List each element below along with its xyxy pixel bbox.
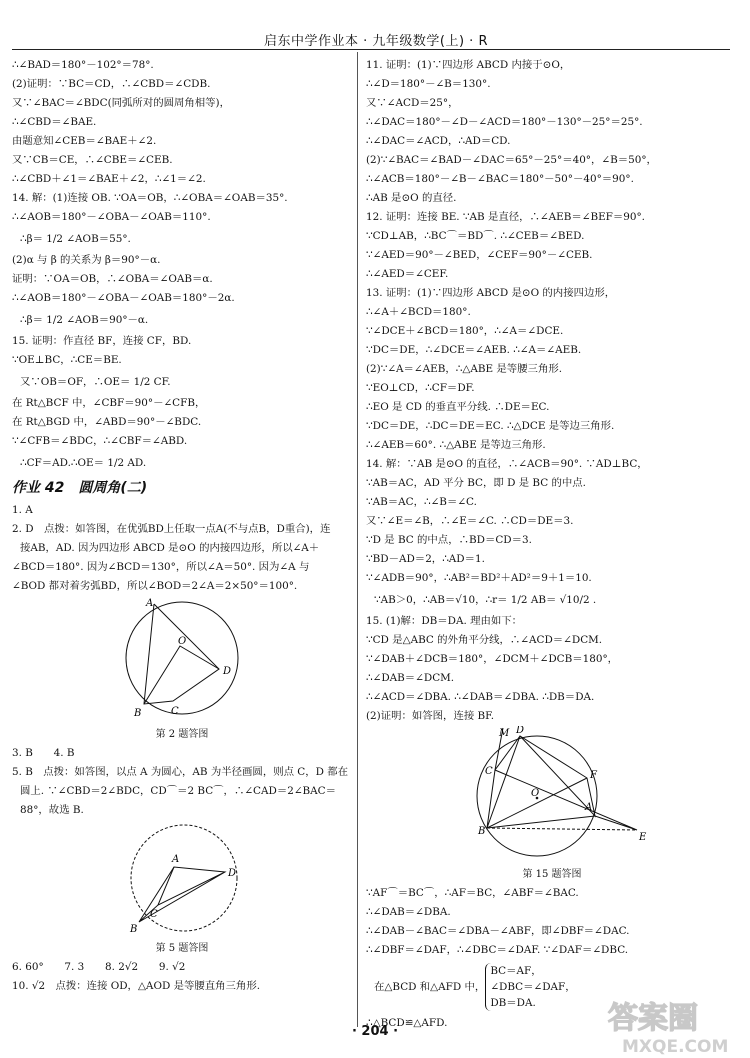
- figure-15: [366, 726, 738, 884]
- answer-line: ∵AB＝AC，AD 平分 BC，即 D 是 BC 的中点.: [366, 477, 586, 489]
- answer-line: 15. 证明：作直径 BF，连接 CF，BD.: [12, 335, 192, 347]
- system-eq-3: DB＝DA.: [490, 997, 536, 1009]
- answer-line: ∴∠AED＝∠CEF.: [366, 268, 449, 280]
- answer-line: ∴β＝ 1/2 ∠AOB＝90°－α.: [20, 314, 149, 326]
- answer-line: 15. (1)解：DB＝DA. 理由如下：: [366, 615, 523, 627]
- answer-line: ∵DC＝DE，∴DC＝DE＝EC. ∴△DCE 是等边三角形.: [366, 420, 615, 432]
- left-mid-lines: [12, 251, 352, 308]
- left-after-section: [12, 501, 352, 596]
- answer-line: ∵∠ADB＝90°，∴AB²＝BD²＋AD²＝9＋1＝10.: [366, 572, 592, 584]
- fig15-label-a: A: [585, 802, 593, 813]
- figure-2: [12, 596, 352, 744]
- fig15-label-d: D: [516, 726, 525, 736]
- answer-line: ∴∠DAC＝180°－∠D－∠ACD＝180°－130°－25°＝25°.: [366, 116, 643, 128]
- answer-line: (2)证明：∵BC＝CD，∴∠CBD＝∠CDB.: [12, 78, 211, 90]
- answer-line: 11. 证明：(1)∵四边形 ABCD 内接于⊙O，: [366, 59, 571, 71]
- answer-line: 圆上. ∵∠CBD＝2∠BDC，CD⌒＝2 BC⌒，∴∠CAD＝2∠BAC＝: [20, 785, 337, 797]
- page-header: 启东中学作业本 · 九年级数学(上) · R: [264, 34, 488, 49]
- answer-line: ∵BD－AD＝2，∴AD＝1.: [366, 553, 485, 565]
- answer-line: ∴β＝ 1/2 ∠AOB＝55°.: [20, 233, 131, 245]
- right-top-lines: [366, 56, 738, 588]
- figure-15-caption: 第 15 题答图: [522, 869, 582, 880]
- answer-line: ∵DC＝DE，∴∠DCE＝∠AEB. ∴∠A＝∠AEB.: [366, 344, 582, 356]
- answer-line: ∠BCD＝180°. 因为∠BCD＝130°，所以∠A＝50°. 因为∠A 与: [12, 561, 310, 573]
- fig15-label-b: B: [478, 826, 486, 837]
- fig2-label-o: O: [178, 636, 187, 647]
- right-bottom-lines: [366, 884, 738, 960]
- fig2-label-b: B: [134, 708, 142, 719]
- answer-line: 6. 60° 7. 3 8. 2√2 9. √2: [12, 961, 186, 973]
- answer-line: 13. 证明：(1)∵四边形 ABCD 是⊙O 的内接四边形，: [366, 287, 616, 299]
- fig2-label-a: A: [146, 598, 154, 609]
- answer-line: ∴∠AOB＝180°－∠OBA－∠OAB＝110°.: [12, 211, 211, 223]
- answer-line: ∵CD⊥AB，∴BC⌒＝BD⌒. ∴∠CEB＝∠BED.: [366, 230, 585, 242]
- fig15-label-e: E: [639, 832, 647, 843]
- left-after-fig2: [12, 744, 352, 820]
- header-rule: [12, 49, 730, 50]
- answer-line: (2)∵∠A＝∠AEB，∴△ABE 是等腰三角形.: [366, 363, 563, 375]
- answer-line: 又∵∠E＝∠B，∴∠E＝∠C. ∴CD＝DE＝3.: [366, 515, 574, 527]
- system-prefix: 在△BCD 和△AFD 中，: [374, 981, 486, 993]
- answer-line: 由题意知∠CEB＝∠BAE＋∠2.: [12, 135, 157, 147]
- left-mid-lines: [12, 394, 352, 451]
- answer-line: ∵OE⊥BC，∴CE＝BE.: [12, 354, 122, 366]
- fig5-label-d: D: [228, 868, 237, 879]
- fig5-label-c: C: [150, 909, 158, 920]
- answer-line: 10. √2 点拨：连接 OD，△AOD 是等腰直角三角形.: [12, 980, 261, 992]
- answer-line: 证明：∵OA＝OB，∴∠OBA＝∠OAB＝α.: [12, 273, 213, 285]
- answer-line: 又∵∠ACD＝25°，: [366, 97, 459, 109]
- answer-line: 又∵∠BAC＝∠BDC(同弧所对的圆周角相等)，: [12, 97, 230, 109]
- answer-line: ∵D 是 BC 的中点，∴BD＝CD＝3.: [366, 534, 532, 546]
- figure-2-diagram: [82, 596, 282, 726]
- column-divider: [357, 52, 358, 1027]
- fig5-label-b: B: [130, 924, 138, 935]
- answer-line: ∵AB＝AC，∴∠B＝∠C.: [366, 496, 477, 508]
- right-column: [366, 56, 738, 1033]
- answer-line: ∵∠AED＝90°－∠BED，∠CEF＝90°－∠CEB.: [366, 249, 593, 261]
- system-eq-2: ∠DBC＝∠DAF，: [490, 981, 576, 993]
- fig5-label-a: A: [172, 854, 180, 865]
- answer-line: 又∵CB＝CE，∴∠CBE＝∠CEB.: [12, 154, 173, 166]
- fig15-label-m: M: [499, 728, 510, 739]
- answer-line: ∴∠CBD＝∠BAE.: [12, 116, 97, 128]
- answer-line: 接AB，AD. 因为四边形 ABCD 是⊙O 的内接四边形，所以∠A＋: [20, 542, 320, 554]
- fig15-label-o: O: [531, 788, 540, 799]
- answer-line: ∴∠AEB＝60°. ∴△ABE 是等边三角形.: [366, 439, 546, 451]
- answer-line: ∴∠ACB＝180°－∠B－∠BAC＝180°－50°－40°＝90°.: [366, 173, 634, 185]
- svg-text:MXQE.COM: MXQE.COM: [622, 1037, 729, 1057]
- left-mid-lines: [12, 332, 352, 370]
- answer-line: ∴EO 是 CD 的垂直平分线. ∴DE＝EC.: [366, 401, 550, 413]
- answer-line: ∴∠D＝180°－∠B＝130°.: [366, 78, 491, 90]
- answer-line: ∵CD 是△ABC 的外角平分线，∴∠ACD＝∠DCM.: [366, 634, 603, 646]
- figure-2-caption: 第 2 题答图: [155, 729, 209, 740]
- answer-line: ∴CF＝AD.∴OE＝ 1/2 AD.: [20, 457, 147, 469]
- answer-line: ∵∠CFB＝∠BDC，∴∠CBF＝∠ABD.: [12, 435, 188, 447]
- section-title: 作业 42 圆周角(二): [12, 480, 148, 496]
- answer-line: ∴∠DAB－∠BAC＝∠DBA－∠ABF，即∠DBF＝∠DAC.: [366, 925, 630, 937]
- answer-line: ∴∠A＋∠BCD＝180°.: [366, 306, 471, 318]
- fig2-label-c: C: [171, 706, 179, 717]
- fig2-label-d: D: [223, 666, 232, 677]
- answer-line: 在 Rt△BGD 中，∠ABD＝90°－∠BDC.: [12, 416, 202, 428]
- figure-15-diagram: [427, 726, 677, 866]
- answer-line: ∴∠DAC＝∠ACD，∴AD＝CD.: [366, 135, 511, 147]
- svg-text:答案圈: 答案圈: [608, 1001, 698, 1036]
- answer-line: ∵AF⌒＝BC⌒，∴AF＝BC，∠ABF＝∠BAC.: [366, 887, 579, 899]
- answer-line: (2)∵∠BAC＝∠BAD－∠DAC＝65°－25°＝40°，∠B＝50°，: [366, 154, 657, 166]
- page-number: · 204 ·: [351, 1024, 399, 1039]
- figure-5-caption: 第 5 题答图: [155, 943, 209, 954]
- answer-line: 又∵OB＝OF，∴OE＝ 1/2 CF.: [20, 376, 171, 388]
- answer-line: 在 Rt△BCF 中，∠CBF＝90°－∠CFB，: [12, 397, 206, 409]
- answer-line: (2)α 与 β 的关系为 β＝90°－α.: [12, 254, 161, 266]
- answer-line: 14. 解：(1)连接 OB. ∵OA＝OB，∴∠OBA＝∠OAB＝35°.: [12, 192, 288, 204]
- answer-line: 12. 证明：连接 BE. ∵AB 是直径，∴∠AEB＝∠BEF＝90°.: [366, 211, 645, 223]
- figure-5-diagram: [82, 820, 282, 940]
- answer-line: 14. 解：∵AB 是⊙O 的直径，∴∠ACB＝90°. ∵AD⊥BC，: [366, 458, 648, 470]
- figure-5: [12, 820, 352, 958]
- answer-line: ∴∠DAB＝∠DBA.: [366, 906, 451, 918]
- left-bottom-lines: [12, 958, 352, 996]
- left-top-lines: [12, 56, 352, 227]
- answer-line: ∵AB＞0，∴AB＝√10，∴r＝ 1/2 AB＝ √10/2 .: [374, 594, 597, 606]
- answer-line: 3. B 4. B: [12, 747, 75, 759]
- answer-line: ∴∠DAB＝∠DCM.: [366, 672, 455, 684]
- system-eq-1: BC＝AF，: [490, 965, 542, 977]
- answer-line: 2. D 点拨：如答图，在优弧BD上任取一点A(不与点B，D重合)，连: [12, 523, 331, 535]
- right-mid-lines: [366, 612, 738, 726]
- answer-line: 5. B 点拨：如答图，以点 A 为圆心，AB 为半径画圆，则点 C，D 都在: [12, 766, 349, 778]
- answer-line: ∵∠DAB＋∠DCB＝180°，∠DCM＋∠DCB＝180°，: [366, 653, 619, 665]
- answer-line: ∵EO⊥CD，∴CF＝DF.: [366, 382, 475, 394]
- answer-line: ∴∠CBD＋∠1＝∠BAE＋∠2，∴∠1＝∠2.: [12, 173, 206, 185]
- answer-line: ∵∠DCE＋∠BCD＝180°，∴∠A＝∠DCE.: [366, 325, 564, 337]
- answer-line: ∴∠BAD＝180°－102°＝78°.: [12, 59, 154, 71]
- answer-line: (2)证明：如答图，连接 BF.: [366, 710, 495, 722]
- left-column: [12, 56, 352, 996]
- system-brace: [485, 963, 575, 1011]
- answer-line: ∠BOD 都对着劣弧BD，所以∠BOD＝2∠A＝2×50°＝100°.: [12, 580, 298, 592]
- answer-line: ∴AB 是⊙O 的直径.: [366, 192, 457, 204]
- answer-line: 1. A: [12, 504, 33, 516]
- answer-line: ∴∠ACD＝∠DBA. ∴∠DAB＝∠DBA. ∴DB＝DA.: [366, 691, 595, 703]
- answer-line: ∴△BCD≌△AFD.: [366, 1017, 448, 1029]
- fig15-label-c: C: [485, 766, 493, 777]
- watermark-logo: [600, 990, 750, 1058]
- answer-line: ∴∠AOB＝180°－∠OBA－∠OAB＝180°－2α.: [12, 292, 235, 304]
- answer-line: ∴∠DBF＝∠DAF，∴∠DBC＝∠DAF. ∵∠DAF＝∠DBC.: [366, 944, 629, 956]
- answer-line: 88°，故选 B.: [20, 804, 84, 816]
- fig15-label-f: F: [590, 770, 597, 781]
